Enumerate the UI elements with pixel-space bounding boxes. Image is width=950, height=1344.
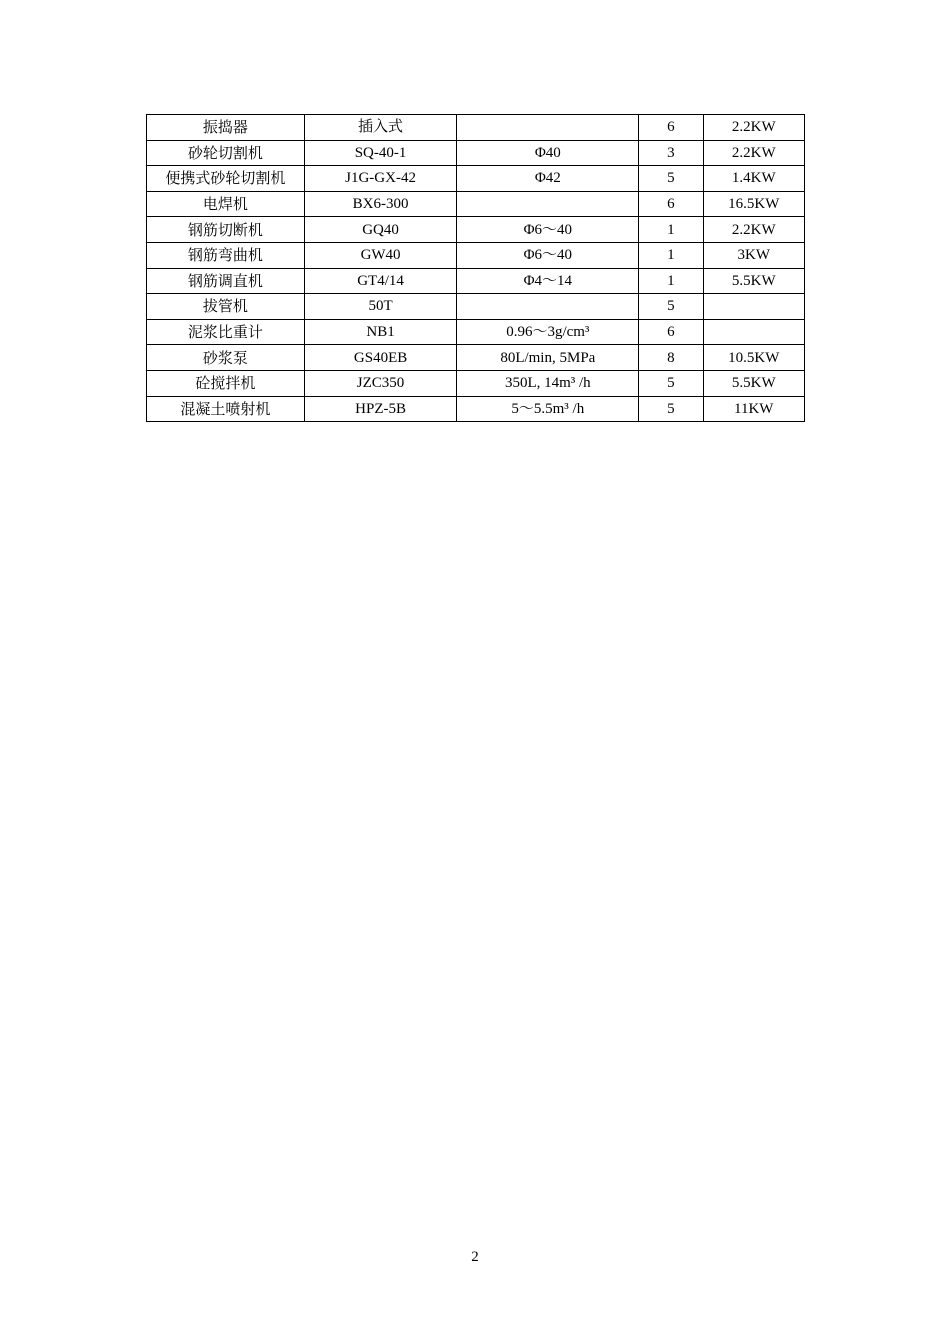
table-row	[147, 268, 805, 294]
power-cell: 2.2KW	[703, 217, 804, 243]
spec-cell	[457, 115, 639, 141]
spec-cell: 350L, 14m³ /h	[457, 370, 639, 396]
power-cell: 2.2KW	[703, 115, 804, 141]
power-cell	[703, 294, 804, 320]
table-row	[147, 319, 805, 345]
table-row	[147, 242, 805, 268]
page-number: 2	[471, 1249, 479, 1265]
spec-cell: Φ6～40	[457, 242, 639, 268]
power-cell: 10.5KW	[703, 345, 804, 371]
table-row	[147, 294, 805, 320]
table-row	[147, 217, 805, 243]
equipment-name-cell: 钢筋调直机	[147, 268, 305, 294]
power-cell	[703, 319, 804, 345]
table-row	[147, 166, 805, 192]
quantity-cell: 1	[639, 242, 703, 268]
equipment-name-cell: 拔管机	[147, 294, 305, 320]
model-cell: GT4/14	[304, 268, 457, 294]
quantity-cell: 3	[639, 140, 703, 166]
equipment-name-cell: 钢筋弯曲机	[147, 242, 305, 268]
model-cell: J1G-GX-42	[304, 166, 457, 192]
equipment-name-cell: 电焊机	[147, 191, 305, 217]
table-row	[147, 115, 805, 141]
equipment-table	[146, 114, 805, 422]
power-cell: 2.2KW	[703, 140, 804, 166]
model-cell: BX6-300	[304, 191, 457, 217]
quantity-cell: 8	[639, 345, 703, 371]
quantity-cell: 5	[639, 166, 703, 192]
power-cell: 16.5KW	[703, 191, 804, 217]
spec-cell: Φ42	[457, 166, 639, 192]
spec-cell: Φ4～14	[457, 268, 639, 294]
power-cell: 11KW	[703, 396, 804, 422]
equipment-name-cell: 砂浆泵	[147, 345, 305, 371]
quantity-cell: 6	[639, 191, 703, 217]
table-row	[147, 345, 805, 371]
model-cell: JZC350	[304, 370, 457, 396]
spec-cell: Φ6～40	[457, 217, 639, 243]
quantity-cell: 6	[639, 115, 703, 141]
equipment-name-cell: 砼搅拌机	[147, 370, 305, 396]
spec-cell: Φ40	[457, 140, 639, 166]
quantity-cell: 5	[639, 396, 703, 422]
power-cell: 3KW	[703, 242, 804, 268]
model-cell: GQ40	[304, 217, 457, 243]
power-cell: 5.5KW	[703, 268, 804, 294]
power-cell: 5.5KW	[703, 370, 804, 396]
equipment-name-cell: 泥浆比重计	[147, 319, 305, 345]
spec-cell	[457, 294, 639, 320]
equipment-name-cell: 混凝土喷射机	[147, 396, 305, 422]
table-row	[147, 140, 805, 166]
model-cell: NB1	[304, 319, 457, 345]
spec-cell: 5～5.5m³ /h	[457, 396, 639, 422]
quantity-cell: 1	[639, 217, 703, 243]
model-cell: SQ-40-1	[304, 140, 457, 166]
spec-cell: 0.96～3g/cm³	[457, 319, 639, 345]
power-cell: 1.4KW	[703, 166, 804, 192]
equipment-table-body	[147, 115, 805, 422]
model-cell: GS40EB	[304, 345, 457, 371]
model-cell: 50T	[304, 294, 457, 320]
quantity-cell: 5	[639, 370, 703, 396]
spec-cell	[457, 191, 639, 217]
model-cell: HPZ-5B	[304, 396, 457, 422]
spec-cell: 80L/min, 5MPa	[457, 345, 639, 371]
table-row	[147, 396, 805, 422]
equipment-name-cell: 便携式砂轮切割机	[147, 166, 305, 192]
quantity-cell: 1	[639, 268, 703, 294]
model-cell: 插入式	[304, 115, 457, 141]
model-cell: GW40	[304, 242, 457, 268]
quantity-cell: 6	[639, 319, 703, 345]
equipment-name-cell: 钢筋切断机	[147, 217, 305, 243]
table-row	[147, 191, 805, 217]
equipment-name-cell: 振捣器	[147, 115, 305, 141]
equipment-name-cell: 砂轮切割机	[147, 140, 305, 166]
table-row	[147, 370, 805, 396]
quantity-cell: 5	[639, 294, 703, 320]
